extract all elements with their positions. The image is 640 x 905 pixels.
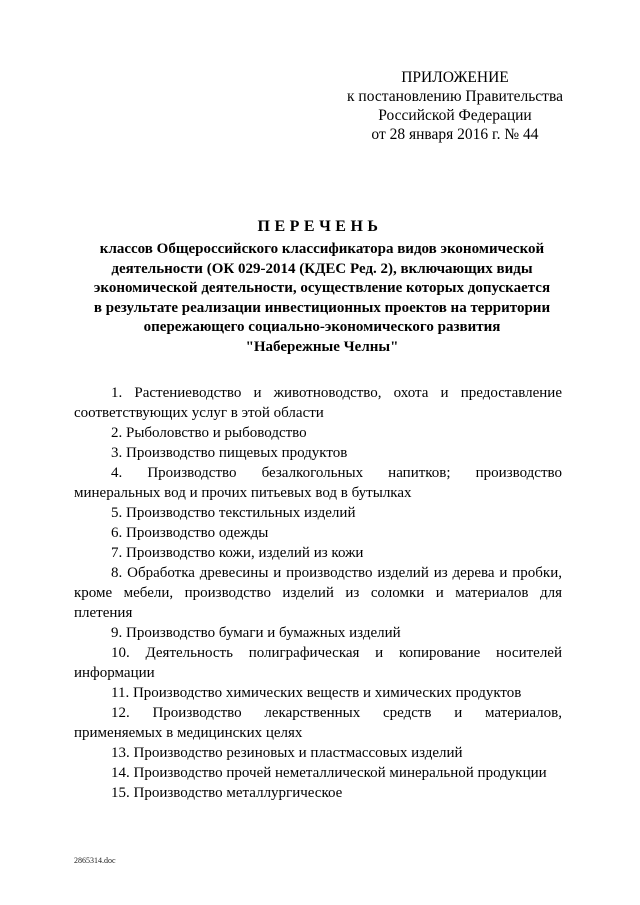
list-item — [74, 543, 562, 563]
list-item-text: 8. Обработка древесины и производство изделий из дерева и пробки, — [111, 565, 562, 581]
list-item — [74, 683, 562, 703]
document-subtitle — [84, 240, 560, 357]
list-item — [74, 383, 562, 423]
list-item — [74, 743, 562, 763]
list-item-text: 12. Производство лекарственных средств и материалов, — [111, 705, 562, 721]
list-item — [74, 463, 562, 503]
list-item — [74, 643, 562, 683]
document-title: ПЕРЕЧЕНЬ — [257, 218, 383, 235]
list-item-text: 9. Производство бумаги и бумажных изделий — [111, 625, 401, 641]
appendix-date-number: от 28 января 2016 г. № 44 — [371, 126, 539, 143]
list-item-continuation: применяемых в медицинских целях — [74, 725, 303, 741]
list-item-continuation: соответствующих услуг в этой области — [74, 405, 324, 421]
subtitle-line: деятельности (ОК 029-2014 (КДЕС Ред. 2), включающих виды — [111, 260, 533, 277]
appendix-line: к постановлению Правительства — [347, 88, 563, 105]
list-item — [74, 523, 562, 543]
file-name: 2865314.doc — [74, 856, 116, 865]
list-item-text: 13. Производство резиновых и пластмассовых изделий — [111, 745, 463, 761]
list-item — [74, 703, 562, 743]
list-item — [74, 763, 562, 783]
appendix-header — [335, 68, 575, 144]
list-item-text: 11. Производство химических веществ и химических продуктов — [111, 685, 522, 701]
list-item — [74, 443, 562, 463]
list-item-text: 14. Производство прочей неметаллической минеральной продукции — [111, 765, 547, 781]
subtitle-line: в результате реализации инвестиционных проектов на территории — [93, 299, 551, 316]
list-item-text: 4. Производство безалкогольных напитков; производство — [111, 465, 562, 481]
list-item-text: 5. Производство текстильных изделий — [111, 505, 356, 521]
list-item-text: 7. Производство кожи, изделий из кожи — [111, 545, 364, 561]
list-item-continuation: плетения — [74, 605, 133, 621]
list-item-text: 15. Производство металлургическое — [111, 785, 343, 801]
list-item — [74, 423, 562, 443]
list-item — [74, 503, 562, 523]
list-item-text: 1. Растениеводство и животноводство, охота и предоставление — [111, 385, 562, 401]
list-item — [74, 783, 562, 803]
subtitle-line: "Набережные Челны" — [245, 338, 399, 355]
appendix-line: Российской Федерации — [378, 107, 532, 124]
list-item — [74, 623, 562, 643]
subtitle-line: классов Общероссийского классификатора видов экономической — [99, 241, 545, 257]
list-item — [74, 563, 562, 623]
subtitle-line: опережающего социально-экономического развития — [143, 319, 501, 335]
appendix-title: ПРИЛОЖЕНИЕ — [401, 69, 509, 86]
list-item-text: 2. Рыболовство и рыбоводство — [111, 425, 307, 441]
list-item-continuation: кроме мебели, производство изделий из соломки и материалов для — [74, 585, 562, 601]
list-item-text: 6. Производство одежды — [111, 525, 269, 541]
list-item-continuation: минеральных вод и прочих питьевых вод в бутылках — [74, 485, 412, 501]
subtitle-line: экономической деятельности, осуществление которых допускается — [93, 280, 551, 296]
list-item-text: 3. Производство пищевых продуктов — [111, 445, 348, 461]
list-item-text: 10. Деятельность полиграфическая и копирование носителей — [111, 645, 562, 661]
activity-list — [74, 383, 562, 803]
list-item-continuation: информации — [74, 665, 155, 681]
